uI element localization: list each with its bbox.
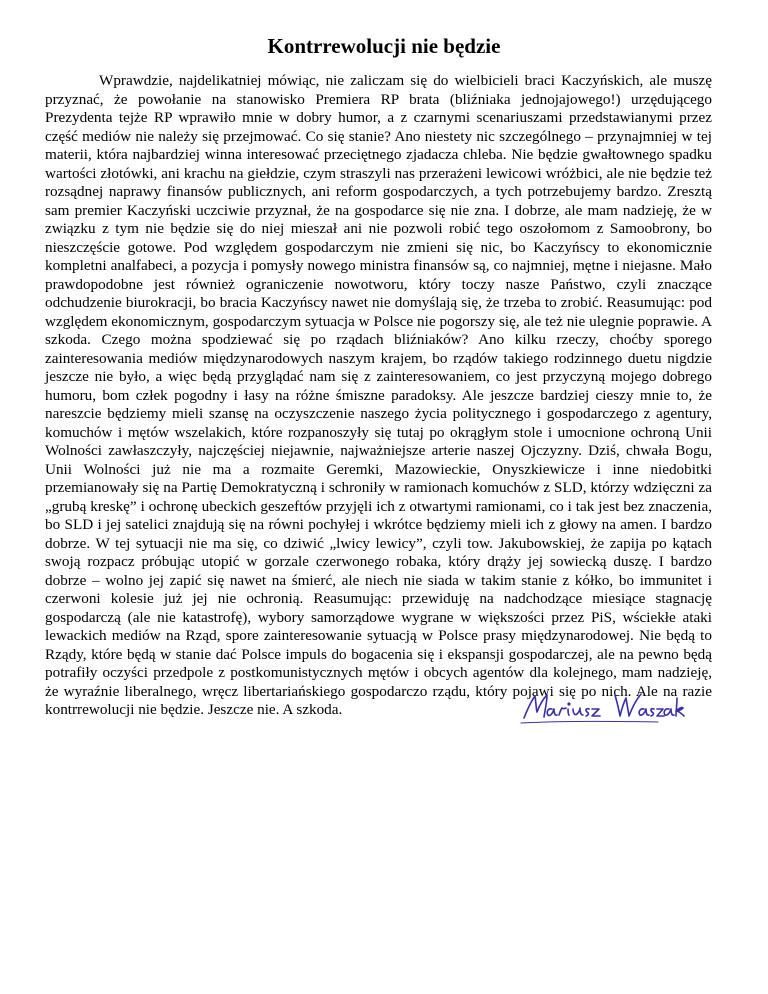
- document-title: Kontrrewolucji nie będzie: [267, 34, 501, 58]
- signature-graphic: [518, 690, 688, 728]
- handwritten-signature: [518, 690, 688, 728]
- document-body: Wprawdzie, najdelikatniej mówiąc, nie zaliczam się do wielbicieli braci Kaczyńskich, ale muszę przyznać, że powołanie na stanowisko Premiera RP brata (bliźniaka jednojajowego!) urzędującego Prezydenta tejże RP wprawiło mnie w dobry humor, a z czarnymi scenariuszami przedstawianymi przez część mediów nie należy się przejmować. Co się stanie? Ano niestety nic szczególnego – przynajmniej w tej materii, która najbardziej winna interesować przeciętnego zjadacza chleba. Nie będzie gwałtownego spadku wartości złotówki, ani krachu na giełdzie, czym straszyli nas przerażeni lewicowi wróżbici, ale nie będzie też rozsądnej naprawy finansów publicznych, ani reform gospodarczych, a tych potrzebujemy bardzo. Zresztą sam premier Kaczyński uczciwie przyznał, że na gospodarce się nie zna. I dobrze, ale mam nadzieję, że w związku z tym nie będzie się do niej mieszał ani nie pozwoli robić tego oszołomom z Samoobrony, bo nieszczęście gotowe. Pod względem gospodarczym nie zmieni się nic, bo Kaczyńscy to ekonomicznie kompletni analfabeci, a pozycja i pomysły nowego ministra finansów są, co najmniej, mętne i niejasne. Mało prawdopodobne jest również ograniczenie nowotworu, który toczy nasze Państwo, czyli znaczące odchudzenie biurokracji, bo bracia Kaczyńscy nawet nie domyślają się, że trzeba to zrobić. Reasumując: pod względem ekonomicznym, gospodarczym sytuacja w Polsce nie pogorszy się, ale też nie ulegnie poprawie. A szkoda. Czego można spodziewać się po rządach bliźniaków? Ano kilku rzeczy, choćby sporego zainteresowania mediów międzynarodowych naszym krajem, bo rządów takiego rodzinnego duetu nigdzie jeszcze nie było, a więc będą przyglądać nam się z zainteresowaniem, co jest przyczyną mojego dobrego humoru, bom człek pogodny i łasy na różne śmiszne paradoksy. Ale jeszcze bardziej cieszy mnie to, że nareszcie będziemy mieli szansę na oczyszczenie naszego życia politycznego i gospodarczego z agentury, komuchów i mętów wszelakich, które rozpanoszyły się tutaj po okrągłym stole i umocnione ochroną Unii Wolności zawłaszczyły, najczęściej niejawnie, najważniejsze arterie naszej Ojczyzny. Dziś, chwała Bogu, Unii Wolności już nie ma a rozmaite Geremki, Mazowieckie, Onyszkiewicze i inne niedobitki przemianowały się na Partię Demokratyczną i schroniły w ramionach komuchów z SLD, którzy wdzięczni za „grubą kreskę” i ochronę ubeckich geszeftów przyjęli ich z otwartymi ramionami, co i tak jest bez znaczenia, bo SLD i jej satelici znajdują się na równi pochyłej i wkrótce będziemy mieli ich z głowy na amen. I bardzo dobrze. W tej sytuacji nie ma się, co dziwić „lwicy lewicy”, czyli tow. Jakubowskiej, że zapija po kątach swoją rozpacz próbując utopić w gorzale czerwonego robaka, który drąży jej sowiecką duszę. I bardzo dobrze – wolno jej zapić się nawet na śmierć, ale niech nie siada w takim stanie z kółko, bo immunitet i czerwoni kolesie już jej nie ochronią. Reasumując: przewiduję na nadchodzące miesiące stagnację gospodarczą (ale nie katastrofę), wybory samorządowe wygrane w większości przez PiS, wściekłe ataki lewackich mediów na Rząd, spore zainteresowanie sytuacją w Polsce prasy międzynarodowej. Nie będą to Rządy, które będą w stanie dać Polsce impuls do bogacenia się i ekspansji gospodarczej, ale na pewno będą potrafiły oczyści przedpole z postkomunistycznych mętów i obcych agentów dla kolejnego, mam nadzieję, że wyraźnie liberalnego, wręcz libertariańskiego gospodarczo rządu, który pojawi się po nich. Ale na razie kontrrewolucji nie będzie. Jeszcze nie. A szkoda.: [45, 72, 712, 718]
